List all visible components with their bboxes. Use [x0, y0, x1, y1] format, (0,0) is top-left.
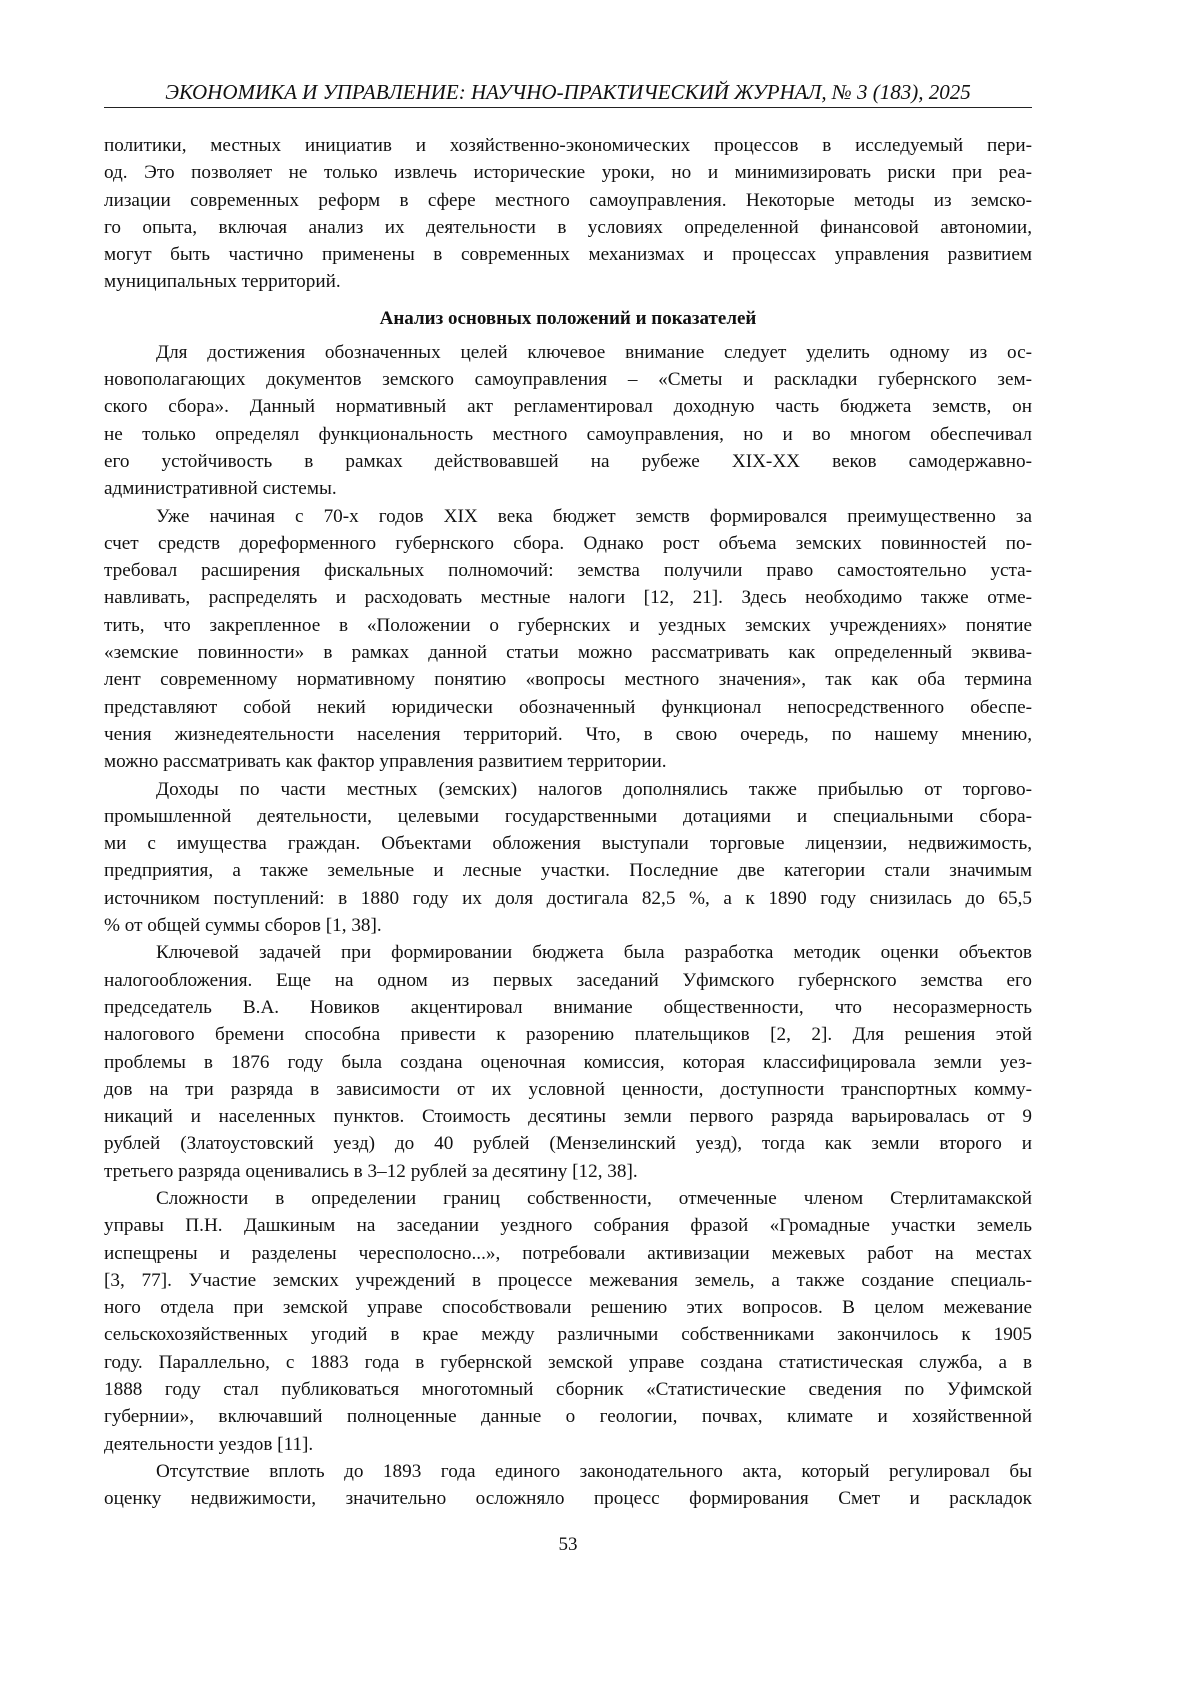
- text-line: можно рассматривать как фактор управления развитием территории.: [104, 751, 667, 773]
- text-line: Ключевой задачей при формировании бюджета была разработка методик оценки объектов: [156, 942, 1032, 964]
- text-line: муниципальных территорий.: [104, 271, 341, 293]
- text-line: губернии», включавший полноценные данные о геологии, почвах, климате и хозяйственной: [104, 1406, 1032, 1428]
- text-line: налогового бремени способна привести к разорению плательщиков [2, 2]. Для решения этой: [104, 1024, 1032, 1046]
- text-line: требовал расширения фискальных полномочий: земства получили право самостоятельно уста-: [104, 560, 1032, 582]
- text-line: представляют собой некий юридически обозначенный функционал непосредственного обеспе-: [104, 696, 1032, 718]
- article-body: [104, 132, 1032, 1513]
- text-line: навливать, распределять и расходовать местные налоги [12, 21]. Здесь необходимо также отме-: [104, 587, 1032, 609]
- text-line: ми с имущества граждан. Объектами обложения выступали торговые лицензии, недвижимость,: [104, 833, 1032, 855]
- text-line: Уже начиная с 70-х годов XIX века бюджет земств формировался преимущественно за: [156, 505, 1032, 527]
- text-line: лизации современных реформ в сфере местного самоуправления. Некоторые методы из земско-: [104, 189, 1032, 211]
- text-line: могут быть частично применены в современных механизмах и процессах управления развитием: [104, 244, 1032, 266]
- text-line: тить, что закрепленное в «Положении о губернских и уездных земских учреждениях» понятие: [104, 614, 1032, 636]
- text-line: деятельности уездов [11].: [104, 1433, 314, 1455]
- text-line: году. Параллельно, с 1883 года в губернской земской управе создана статистическая служба, а в: [104, 1351, 1032, 1373]
- text-line: его устойчивость в рамках действовавшей на рубеже XIX-XX веков самодержавно-: [104, 450, 1032, 472]
- paragraphs-after-heading: [104, 339, 1032, 1513]
- paragraph: [104, 132, 1032, 296]
- text-line: проблемы в 1876 году была создана оценочная комиссия, которая классифицировала земли уез-: [104, 1051, 1032, 1073]
- paragraph: [104, 503, 1032, 776]
- paragraph: [104, 1458, 1032, 1513]
- header-divider: [104, 107, 1032, 108]
- text-line: го опыта, включая анализ их деятельности в условиях определенной финансовой автономии,: [104, 216, 1032, 238]
- text-line: рублей (Златоустовский уезд) до 40 рублей (Мензелинский уезд), тогда как земли второго и: [104, 1133, 1032, 1155]
- text-line: промышленной деятельности, целевыми государственными дотациями и специальными сбора-: [104, 805, 1032, 827]
- text-line: «земские повинности» в рамках данной статьи можно рассматривать как определенный эквива-: [104, 642, 1032, 664]
- text-line: не только определял функциональность местного самоуправления, но и во многом обеспечивал: [104, 423, 1032, 445]
- paragraph: [104, 776, 1032, 940]
- text-line: новополагающих документов земского самоуправления – «Сметы и раскладки губернского зем-: [104, 369, 1032, 391]
- text-line: управы П.Н. Дашкиным на заседании уездного собрания фразой «Громадные участки земель: [104, 1215, 1032, 1237]
- paragraph: [104, 1185, 1032, 1458]
- paragraphs-before-heading: [104, 132, 1032, 296]
- text-line: никаций и населенных пунктов. Стоимость десятины земли первого разряда варьировалась от 9: [104, 1106, 1032, 1128]
- text-line: дов на три разряда в зависимости от их условной ценности, доступности транспортных комму-: [104, 1078, 1032, 1100]
- text-line: % от общей суммы сборов [1, 38].: [104, 915, 382, 937]
- text-line: испещрены и разделены чересполосно...», потребовали активизации межевых работ на местах: [104, 1242, 1032, 1264]
- text-line: од. Это позволяет не только извлечь исторические уроки, но и минимизировать риски при реа-: [104, 162, 1032, 184]
- text-line: сельскохозяйственных угодий в крае между различными собственниками закончилось к 1905: [104, 1324, 1032, 1346]
- text-line: Доходы по части местных (земских) налогов дополнялись также прибылью от торгово-: [156, 778, 1032, 800]
- text-line: административной системы.: [104, 478, 337, 500]
- section-heading: Анализ основных положений и показателей: [379, 307, 757, 329]
- text-line: третьего разряда оценивались в 3–12 рублей за десятину [12, 38].: [104, 1160, 638, 1182]
- text-line: ного отдела при земской управе способствовали решению этих вопросов. В целом межевание: [104, 1297, 1032, 1319]
- text-line: лент современному нормативному понятию «вопросы местного значения», так как оба термина: [104, 669, 1032, 691]
- text-line: политики, местных инициатив и хозяйственно-экономических процессов в исследуемый пери-: [104, 135, 1032, 156]
- text-line: [3, 77]. Участие земских учреждений в процессе межевания земель, а также создание специаль-: [104, 1269, 1032, 1291]
- text-line: оценку недвижимости, значительно осложняло процесс формирования Смет и раскладок: [104, 1488, 1032, 1510]
- text-line: чения жизнедеятельности населения территорий. Что, в свою очередь, по нашему мнению,: [104, 723, 1032, 745]
- text-line: ского сбора». Данный нормативный акт регламентировал доходную часть бюджета земств, он: [104, 396, 1032, 418]
- text-line: налогообложения. Еще на одном из первых заседаний Уфимского губернского земства его: [104, 969, 1032, 991]
- page-number: 53: [558, 1533, 578, 1555]
- text-line: Сложности в определении границ собственности, отмеченные членом Стерлитамакской: [156, 1187, 1032, 1209]
- text-line: председатель В.А. Новиков акцентировал внимание общественности, что несоразмерность: [104, 996, 1032, 1018]
- running-header: ЭКОНОМИКА И УПРАВЛЕНИЕ: НАУЧНО-ПРАКТИЧЕСКИЙ ЖУРНАЛ, № 3 (183), 2025: [165, 80, 971, 104]
- paragraph: [104, 339, 1032, 503]
- text-line: 1888 году стал публиковаться многотомный сборник «Статистические сведения по Уфимской: [104, 1379, 1032, 1401]
- text-line: Для достижения обозначенных целей ключевое внимание следует уделить одному из ос-: [156, 341, 1032, 363]
- text-line: Отсутствие вплоть до 1893 года единого законодательного акта, который регулировал бы: [156, 1460, 1032, 1482]
- text-line: счет средств дореформенного губернского сбора. Однако рост объема земских повинностей по-: [104, 532, 1032, 554]
- text-line: предприятия, а также земельные и лесные участки. Последние две категории стали значимым: [104, 860, 1032, 882]
- paragraph: [104, 939, 1032, 1185]
- text-line: источником поступлений: в 1880 году их доля достигала 82,5 %, а к 1890 году снизилась до 65,5: [104, 887, 1032, 909]
- page: [104, 0, 1032, 1597]
